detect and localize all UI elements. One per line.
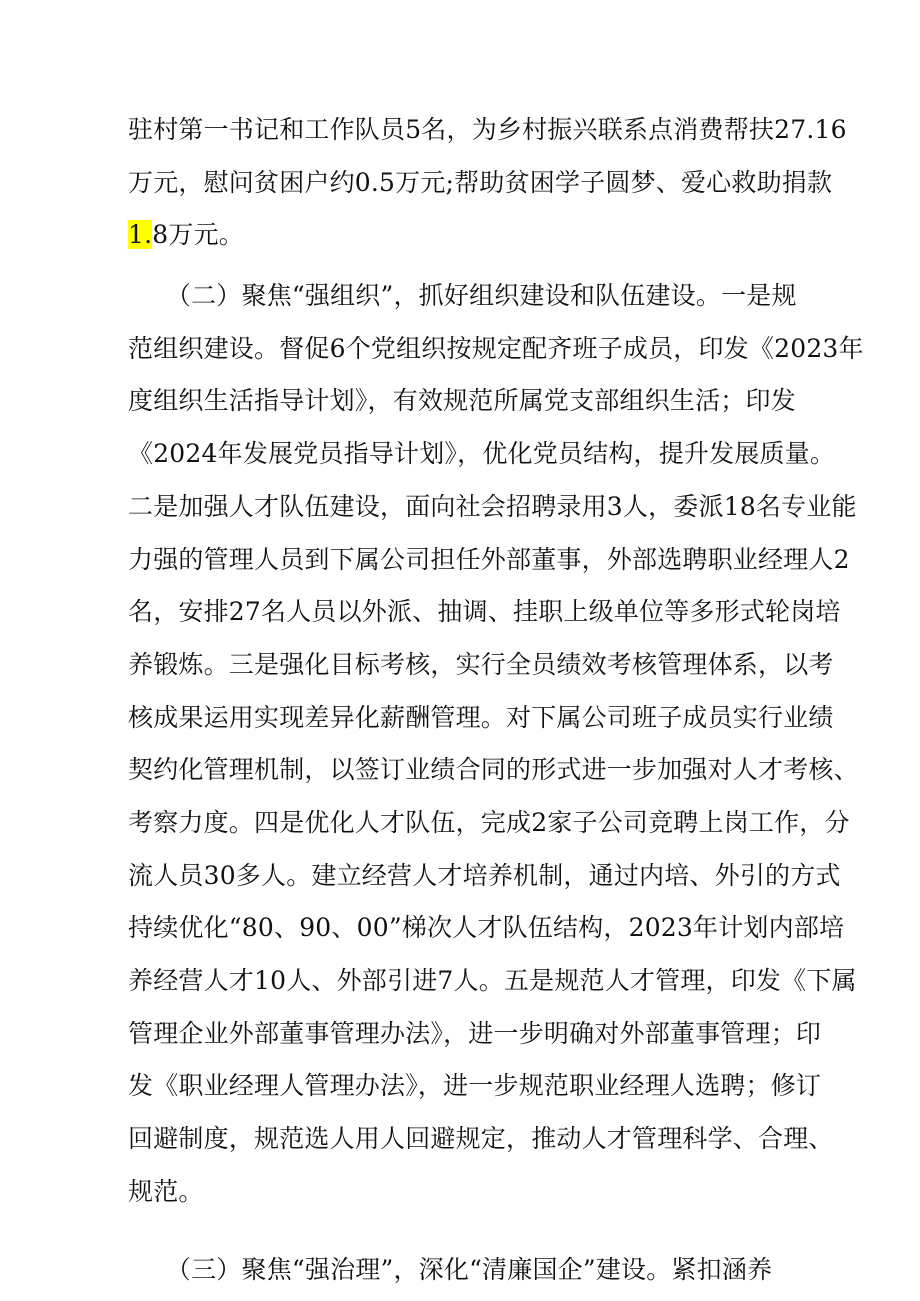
paragraph-2-line: （二）聚焦“强组织”，抓好组织建设和队伍建设。一是规: [128, 281, 797, 311]
paragraph-2-line: 流人员30多人。建立经营人才培养机制，通过内培、外引的方式: [128, 860, 841, 890]
paragraph-2-line: 范组织建设。督促6个党组织按规定配齐班子成员，印发《2023年: [128, 333, 864, 363]
paragraph-2-line: 核成果运用实现差异化薪酬管理。对下属公司班子成员实行业绩: [128, 702, 834, 732]
paragraph-1-line-3: [128, 209, 804, 262]
paragraph-1-line-2: 万元，慰问贫困户约0.5万元;帮助贫困学子圆梦、爱心救助捐款: [128, 167, 833, 197]
paragraph-2-line: 契约化管理机制，以签订业绩合同的形式进一步加强对人才考核、: [128, 755, 859, 785]
paragraph-3-line-1: （三）聚焦“强治理”，深化“清廉国企”建设。紧扣涵养: [128, 1255, 773, 1285]
paragraph-2-line: 持续优化“80、90、00”梯次人才队伍结构，2023年计划内部培: [128, 913, 845, 943]
paragraph-2-line: 管理企业外部董事管理办法》，进一步明确对外部董事管理；印: [128, 1018, 822, 1048]
paragraph-2-line: 《2024年发展党员指导计划》，优化党员结构，提升发展质量。: [128, 439, 836, 469]
paragraph-2-line: 力强的管理人员到下属公司担任外部董事，外部选聘职业经理人2: [128, 544, 850, 574]
paragraph-2-line: 名，安排27名人员以外派、抽调、挂职上级单位等多形式轮岗培: [128, 597, 841, 627]
paragraph-2-line: 养锻炼。三是强化目标考核，实行全员绩效考核管理体系，以考: [128, 649, 834, 679]
paragraph-1-line-3-rest: 8万元。: [152, 220, 244, 250]
highlighted-text: 1.: [128, 220, 153, 250]
paragraph-2-line: 发《职业经理人管理办法》，进一步规范职业经理人选聘；修订: [128, 1071, 822, 1101]
paragraph-2-line: 二是加强人才队伍建设，面向社会招聘录用3人，委派18名专业能: [128, 491, 857, 521]
paragraph-2-line: 考察力度。四是优化人才队伍，完成2家子公司竞聘上岗工作，分: [128, 807, 850, 837]
paragraph-2-line: 规范。: [128, 1176, 204, 1206]
paragraph-gap: [128, 1218, 804, 1244]
paragraph-1-line-1: 驻村第一书记和工作队员5名，为乡村振兴联系点消费帮扶27.16: [128, 115, 847, 144]
paragraph-2-line: 养经营人才10人、外部引进7人。五是规范人才管理，印发《下属: [128, 966, 857, 995]
document-body: [128, 104, 864, 1297]
paragraph-2-line: 回避制度，规范选人用人回避规定，推动人才管理科学、合理、: [128, 1124, 834, 1154]
paragraph-gap: [128, 262, 804, 270]
paragraph-2-line: 度组织生活指导计划》，有效规范所属党支部组织生活；印发: [128, 386, 796, 416]
